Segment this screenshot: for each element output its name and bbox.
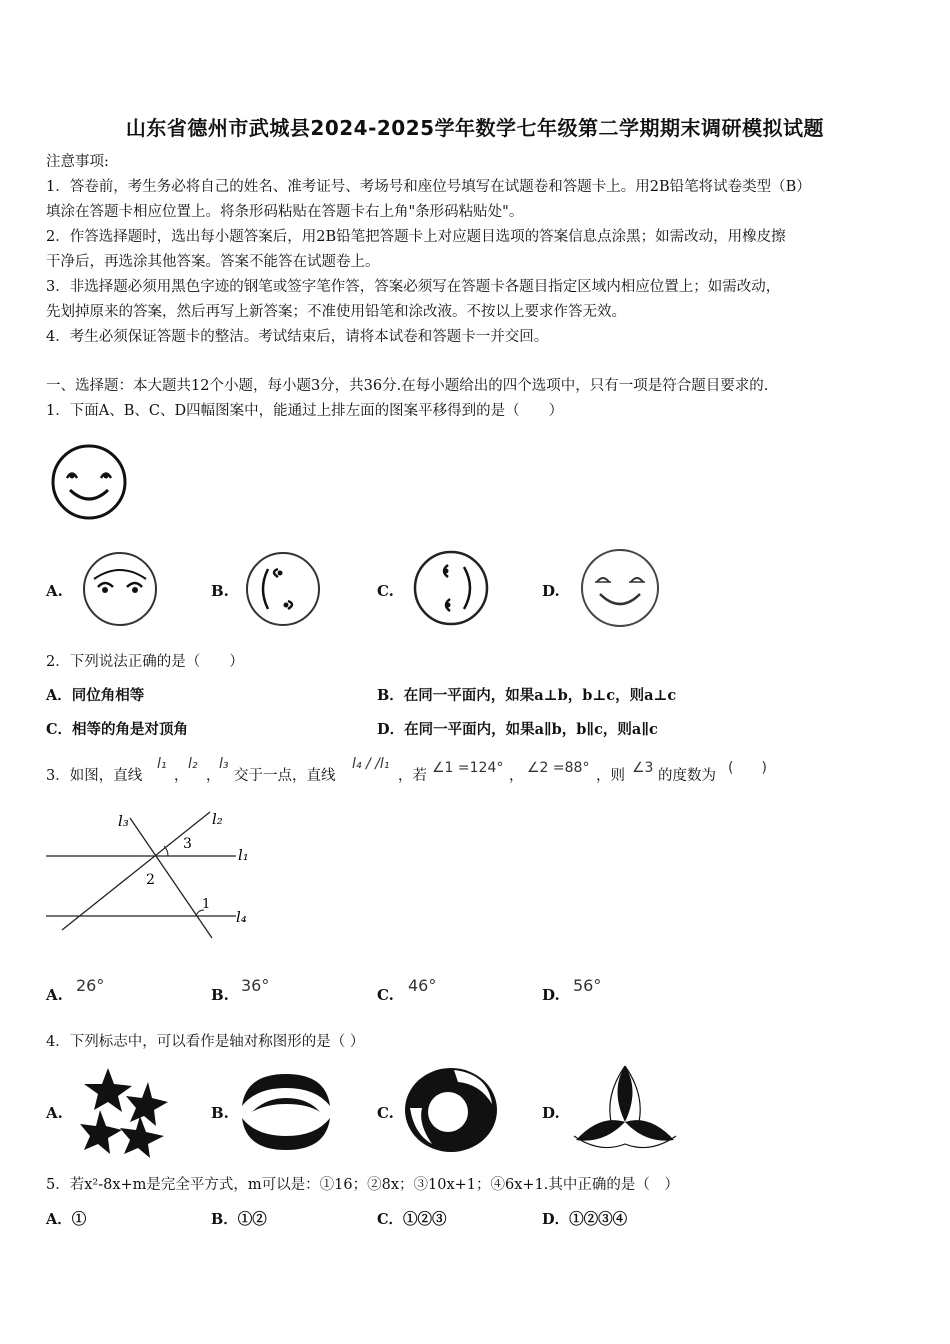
- parallel-lines-figure: [40, 806, 270, 946]
- notice-line: 先划掉原来的答案，然后再写上新答案；不准使用铅笔和涂改液。不按以上要求作答无效。: [46, 304, 626, 320]
- question-4-stem: 4．下列标志中，可以看作是轴对称图形的是（ ）: [46, 1034, 365, 1050]
- q4-option-label: D.: [542, 1104, 560, 1122]
- q1-option-label: D.: [542, 582, 560, 600]
- question-3-stem-part: ，: [206, 768, 221, 784]
- angle-3-symbol: ∠3: [632, 760, 654, 776]
- figure-label-l2: l₂: [212, 810, 223, 828]
- line-l1-symbol: l₁: [157, 756, 167, 772]
- answer-paren: ( ): [728, 760, 767, 776]
- q2-option-d: D．在同一平面内，如果a∥b，b∥c，则a∥c: [377, 721, 658, 738]
- page-title: 山东省德州市武城县2024-2025学年数学七年级第二学期期末调研模拟试题: [125, 116, 825, 140]
- notice-line: 干净后，再选涂其他答案。答案不能答在试题卷上。: [46, 254, 380, 270]
- question-3-stem-part: ，则: [596, 768, 625, 784]
- q1-option-label: B.: [211, 582, 229, 600]
- q3-option-value: 46°: [408, 976, 437, 995]
- angle-1-value: ∠1 =124°: [432, 760, 504, 776]
- smiley-option-c-figure: [410, 545, 492, 631]
- angle-2-value: ∠2 =88°: [527, 760, 590, 776]
- notice-line: 3．非选择题必须用黑色字迹的钢笔或签字笔作答，答案必须写在答题卡各题目指定区域内相应位置上；如需改动，: [46, 279, 781, 295]
- parallel-expression: l₄ / /l₁: [352, 756, 390, 772]
- q3-option-value: 26°: [76, 976, 105, 995]
- q5-option-b: B．①②: [211, 1211, 267, 1228]
- figure-angle-3-label: 3: [183, 836, 192, 852]
- four-stars-logo-figure: [76, 1064, 170, 1158]
- q4-option-label: A.: [46, 1104, 63, 1122]
- notice-line: 1．答卷前，考生务必将自己的姓名、准考证号、考场号和座位号填写在试题卷和答题卡上。用2B铅笔将试卷类型（B）: [46, 179, 811, 195]
- notice-heading: 注意事项:: [46, 154, 109, 170]
- q4-option-label: C.: [377, 1104, 394, 1122]
- q3-option-label: B.: [211, 986, 229, 1004]
- q4-option-label: B.: [211, 1104, 229, 1122]
- q2-option-c: C．相等的角是对顶角: [46, 721, 189, 738]
- q3-option-label: A.: [46, 986, 63, 1004]
- line-l3-symbol: l₃: [219, 756, 229, 772]
- q3-option-label: C.: [377, 986, 394, 1004]
- q1-option-label: C.: [377, 582, 394, 600]
- q3-option-value: 36°: [241, 976, 270, 995]
- smiley-option-a-figure: [80, 547, 160, 631]
- figure-label-l1: l₁: [238, 846, 249, 864]
- question-3-stem-part: 交于一点，直线: [234, 768, 336, 784]
- q3-option-label: D.: [542, 986, 560, 1004]
- question-2-stem: 2．下列说法正确的是（ ）: [46, 654, 244, 670]
- notice-line: 填涂在答题卡相应位置上。将条形码粘贴在答题卡右上角"条形码粘贴处"。: [46, 204, 524, 220]
- q3-option-value: 56°: [573, 976, 602, 995]
- swirl-circle-logo-figure: [402, 1064, 500, 1156]
- question-3-stem-part: 3．如图，直线: [46, 768, 143, 784]
- line-l2-symbol: l₂: [188, 756, 198, 772]
- question-3-stem-part: ，: [509, 768, 524, 784]
- q1-option-label: A.: [46, 582, 63, 600]
- q5-option-c: C．①②③: [377, 1211, 447, 1228]
- question-3-stem-part: ，若: [398, 768, 427, 784]
- figure-angle-2-label: 2: [146, 872, 155, 888]
- figure-angle-1-label: 1: [202, 897, 211, 912]
- smiley-original-figure: [50, 442, 128, 522]
- section-heading: 一、选择题：本大题共12个小题，每小题3分，共36分.在每小题给出的四个选项中，只有一项是符合题目要求的.: [46, 378, 769, 394]
- two-crescents-logo-figure: [236, 1070, 336, 1154]
- question-1-stem: 1．下面A、B、C、D四幅图案中，能通过上排左面的图案平移得到的是（ ）: [46, 403, 564, 419]
- q2-option-b: B．在同一平面内，如果a⊥b，b⊥c，则a⊥c: [377, 687, 677, 704]
- question-5-stem: 5．若x²-8x+m是完全平方式，m可以是：①16；②8x；③10x+1；④6x+1.其中正确的是（ ）: [46, 1177, 679, 1193]
- notice-line: 4．考生必须保证答题卡的整洁。考试结束后，请将本试卷和答题卡一并交回。: [46, 329, 549, 345]
- three-petal-logo-figure: [570, 1060, 680, 1160]
- figure-label-l3: l₃: [118, 812, 129, 830]
- q5-option-d: D．①②③④: [542, 1211, 628, 1228]
- smiley-option-d-figure: [578, 546, 662, 630]
- smiley-option-b-figure: [242, 547, 324, 631]
- figure-label-l4: l₄: [236, 908, 247, 926]
- question-3-stem-part: ，: [174, 768, 189, 784]
- q5-option-a: A．①: [46, 1211, 87, 1228]
- q2-option-a: A．同位角相等: [46, 687, 145, 704]
- question-3-stem-part: 的度数为: [658, 768, 716, 784]
- notice-line: 2．作答选择题时，选出每小题答案后，用2B铅笔把答题卡上对应题目选项的答案信息点涂黑；如需改动，用橡皮擦: [46, 229, 786, 245]
